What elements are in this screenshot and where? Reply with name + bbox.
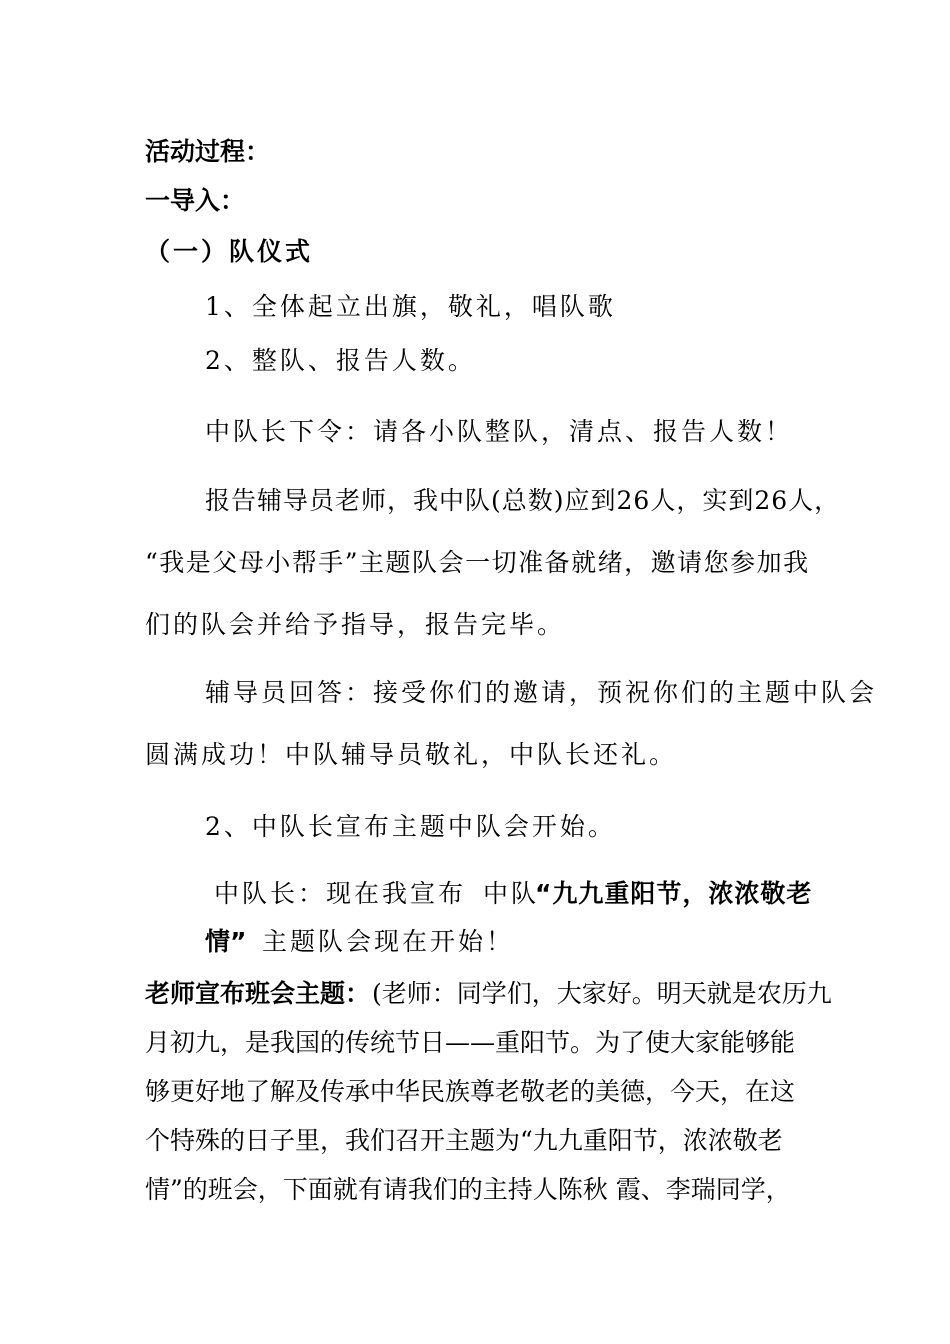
reply-line-1: 辅导员回答：接受你们的邀请，预祝你们的主题中队会: [205, 678, 878, 707]
teacher-line-3: 够更好地了解及传承中华民族尊老敬老的美德，今天，在这: [145, 1077, 796, 1106]
teacher-label: 老师宣布班会主题：: [145, 979, 371, 1008]
announce-end: 主题队会现在开始！: [262, 927, 515, 956]
report-line-3: 们的队会并给予指导，报告完毕。: [145, 610, 566, 639]
report-line-2: “我是父母小帮手”主题队会一切准备就绪，邀请您参加我: [145, 548, 810, 577]
step-1: 1、全体起立出旗，敬礼，唱队歌: [205, 292, 616, 321]
step-2: 2、整队、报告人数。: [205, 346, 476, 375]
step-3: 2、中队长宣布主题中队会开始。: [205, 812, 616, 841]
announce-squad: 中队: [483, 879, 540, 908]
teacher-line-5: 情”的班会，下面就有请我们的主持人陈秋 霞、李瑞同学，: [145, 1175, 791, 1204]
theme-title-part2: 情”: [205, 927, 247, 956]
command-text: 中队长下令：请各小队整队，清点、报告人数！: [205, 417, 794, 446]
report-line-1: 报告辅导员老师，我中队(总数)应到26人，实到26人，: [205, 486, 841, 515]
teacher-line-1: (老师：同学们，大家好。明天就是农历九: [372, 979, 832, 1008]
reply-line-2: 圆满成功！中队辅导员敬礼，中队长还礼。: [145, 740, 678, 769]
theme-title-part1: “九九重阳节，浓浓敬老: [535, 879, 813, 908]
heading-activity-process: 活动过程：: [145, 137, 271, 166]
teacher-line-4: 个特殊的日子里，我们召开主题为“九九重阳节，浓浓敬老: [145, 1126, 783, 1155]
heading-ceremony: （一）队仪式: [145, 237, 314, 266]
announce-prefix: 中队长：现在我宣布: [214, 879, 467, 908]
teacher-line-2: 月初九，是我国的传统节日——重阳节。为了使大家能够能: [145, 1028, 796, 1057]
heading-intro: 一导入：: [145, 186, 246, 215]
